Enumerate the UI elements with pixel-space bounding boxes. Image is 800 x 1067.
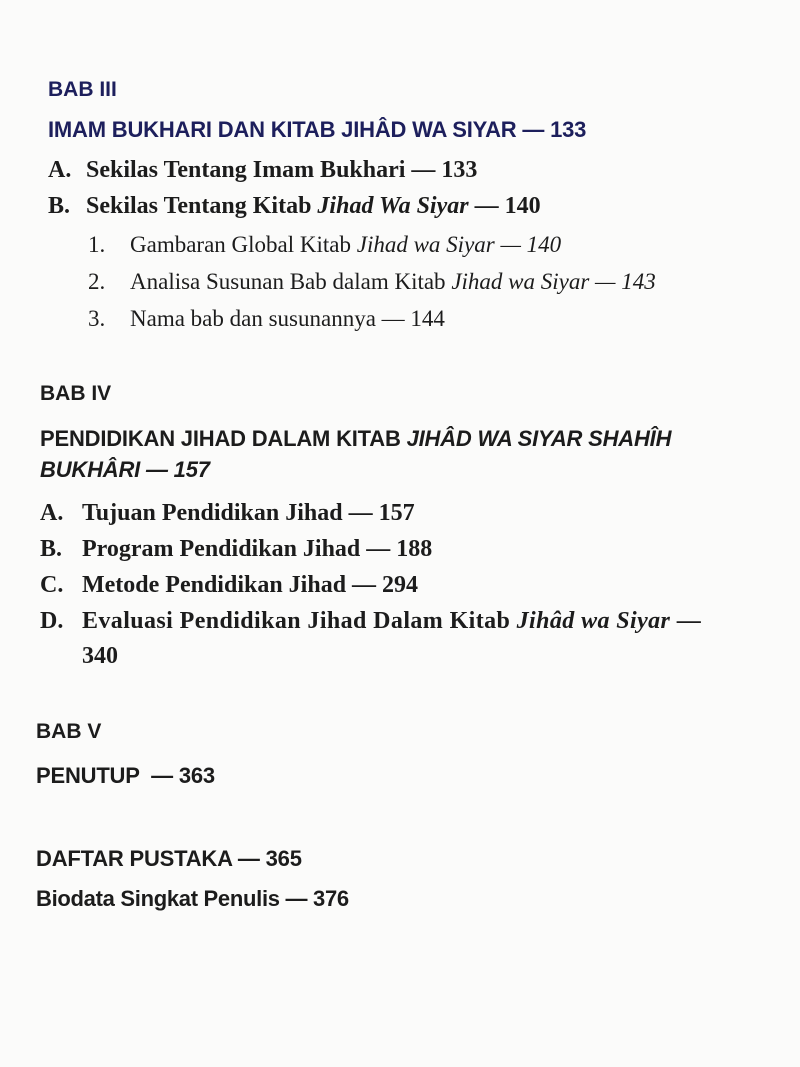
- subsection-text-before: Gambaran Global Kitab: [130, 232, 357, 257]
- bibliography-entry: DAFTAR PUSTAKA — 365: [36, 846, 302, 871]
- toc-section-d-continuation: 340: [82, 643, 118, 669]
- section-marker: A.: [40, 500, 64, 526]
- section-text: [82, 608, 701, 635]
- subsection-marker: 3.: [88, 306, 106, 331]
- chapter-title-before: PENDIDIKAN JIHAD DALAM KITAB: [40, 426, 407, 451]
- subsection-text: [130, 269, 656, 295]
- chapter-label: BAB IV: [40, 382, 112, 405]
- section-marker: B.: [40, 536, 63, 562]
- chapter-title: PENUTUP — 363: [36, 763, 215, 788]
- section-text: Tujuan Pendidikan Jihad — 157: [82, 500, 415, 526]
- section-text-italic: Jihad Wa Siyar: [317, 193, 469, 219]
- section-text: [86, 193, 541, 220]
- chapter-label: BAB III: [48, 78, 117, 101]
- section-marker: A.: [48, 157, 72, 183]
- subsection-text: Nama bab dan susunannya — 144: [130, 306, 445, 331]
- subsection-marker: 2.: [88, 269, 106, 294]
- section-text: Sekilas Tentang Imam Bukhari — 133: [86, 157, 478, 183]
- chapter-title: IMAM BUKHARI DAN KITAB JIHÂD WA SIYAR — 133: [48, 117, 587, 142]
- section-marker: C.: [40, 572, 64, 598]
- chapter-title-italic: BUKHÂRI — 157: [40, 457, 210, 482]
- subsection-text-italic: Jihad wa Siyar — 140: [356, 232, 562, 257]
- section-text-before: Evaluasi Pendidikan Jihad Dalam Kitab: [82, 608, 517, 634]
- section-marker: D.: [40, 608, 64, 634]
- chapter-title-line-1: [40, 426, 671, 452]
- subsection-text-before: Analisa Susunan Bab dalam Kitab: [130, 269, 452, 294]
- section-text-italic: Jihâd wa Siyar: [516, 608, 671, 634]
- chapter-title-line-2: [40, 457, 210, 483]
- author-biography-entry: Biodata Singkat Penulis — 376: [36, 886, 349, 911]
- subsection-text: [130, 232, 561, 258]
- chapter-title-italic: JIHÂD WA SIYAR SHAHÎH: [406, 426, 672, 451]
- section-marker: B.: [48, 193, 71, 219]
- subsection-marker: 1.: [88, 232, 106, 257]
- chapter-label: BAB V: [36, 720, 102, 743]
- section-text-after: —: [670, 608, 702, 634]
- section-text: Program Pendidikan Jihad — 188: [82, 536, 433, 562]
- section-text-after: — 140: [468, 193, 541, 219]
- section-text-before: Sekilas Tentang Kitab: [86, 193, 318, 219]
- section-text: Metode Pendidikan Jihad — 294: [82, 572, 419, 598]
- subsection-text-italic: Jihad wa Siyar — 143: [451, 269, 656, 294]
